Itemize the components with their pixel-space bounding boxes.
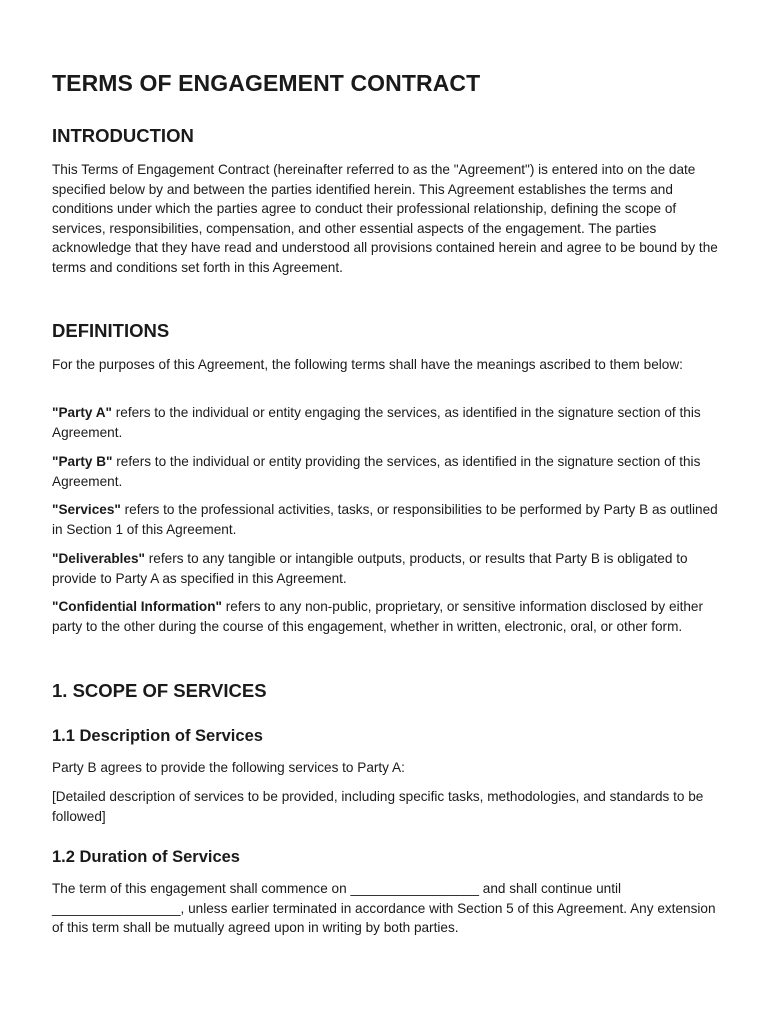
- document-title: TERMS OF ENGAGEMENT CONTRACT: [52, 70, 481, 96]
- duration-heading: 1.2 Duration of Services: [52, 848, 240, 866]
- definition-term: "Party B": [52, 454, 113, 469]
- definitions-intro: For the purposes of this Agreement, the following terms shall have the meanings ascribed to them below:: [52, 357, 683, 372]
- definitions-heading: DEFINITIONS: [52, 320, 170, 341]
- definition-item: [52, 597, 720, 636]
- introduction-text: This Terms of Engagement Contract (hereinafter referred to as the "Agreement") is entered into on the date specified below by and between the parties identified herein. This Agreement establishes the terms and conditions under which the parties agree to conduct their professional relationship, defining the scope of services, responsibilities, compensation, and other essential aspects of the engagement. The parties acknowledge that they have read and understood all provisions contained herein and agree to be bound by the terms and conditions set forth in this Agreement.: [52, 162, 718, 275]
- definition-text: refers to the professional activities, tasks, or responsibilities to be performed by Party B as outlined in Section 1 of this Agreement.: [52, 502, 718, 537]
- introduction-heading: INTRODUCTION: [52, 125, 194, 146]
- definition-text: refers to any non-public, proprietary, or sensitive information disclosed by either party to the other during the course of this engagement, whether in written, electronic, oral, or other form.: [52, 599, 704, 634]
- definition-text: refers to the individual or entity providing the services, as identified in the signature section of this Agreement.: [52, 454, 701, 489]
- definition-item: [52, 549, 720, 588]
- duration-text: The term of this engagement shall commence on _________________ and shall continue until _________________, unless earlier terminated in accordance with Section 5 of this Agreement. Any extension of this term shall be mutually agreed upon in writing by both parties.: [52, 881, 716, 935]
- definition-text: refers to any tangible or intangible outputs, products, or results that Party B is obligated to provide to Party A as specified in this Agreement.: [52, 551, 688, 586]
- description-heading: 1.1 Description of Services: [52, 727, 263, 745]
- definition-item: [52, 403, 720, 442]
- definition-item: [52, 452, 720, 491]
- definition-term: "Confidential Information": [52, 599, 222, 614]
- scope-heading: 1. SCOPE OF SERVICES: [52, 680, 267, 701]
- description-placeholder: [Detailed description of services to be provided, including specific tasks, methodologies, and standards to be followed]: [52, 789, 704, 824]
- description-text: Party B agrees to provide the following services to Party A:: [52, 760, 405, 775]
- definition-term: "Party A": [52, 405, 112, 420]
- definition-item: [52, 500, 720, 539]
- definition-term: "Deliverables": [52, 551, 145, 566]
- definition-text: refers to the individual or entity engaging the services, as identified in the signature section of this Agreement.: [52, 405, 701, 440]
- definition-term: "Services": [52, 502, 121, 517]
